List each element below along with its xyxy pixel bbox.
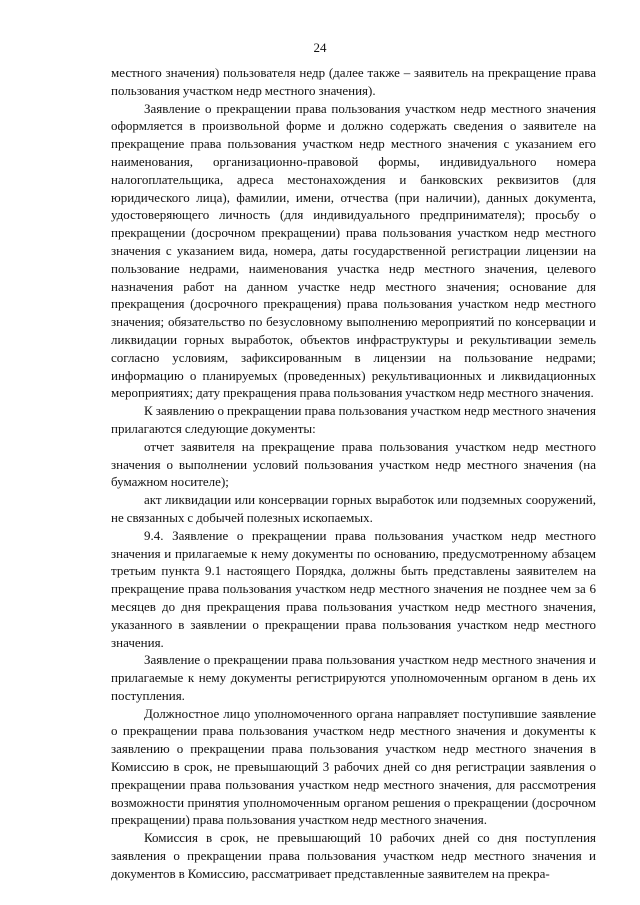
- paragraph: 9.4. Заявление о прекращении права пользования участком недр местного значения и прилагаемые к нему документы по основанию, предусмотренному абзацем третьим пункта 9.1 настоящего Порядка, должны быть представлены заявителем на прекращение права пользования участком недр местного значения не позднее чем за 6 месяцев до дня прекращения права пользования участком недр местного значения, указанного в заявлении о прекращении права пользования участком недр местного значения.: [111, 527, 596, 650]
- paragraph: Должностное лицо уполномоченного органа направляет поступившие заявление о прекращении права пользования участком недр местного значения и документы к заявлению о прекращении права пользования участком недр местного значения в Комиссию в срок, не превышающий 3 рабочих дней со дня регистрации заявления о прекращении права пользования участком недр местного значения, для рассмотрения возможности принятия уполномоченным органом решения о прекращении (досрочном прекращении) права пользования участком недр местного значения.: [111, 705, 596, 828]
- paragraph: местного значения) пользователя недр (далее также – заявитель на прекращение права пользования участком недр местного значения).: [111, 65, 596, 98]
- paragraph: Заявление о прекращении права пользования участком недр местного значения и прилагаемые к нему документы регистрируются уполномоченным органом в день их поступления.: [111, 652, 596, 703]
- page-number: 24: [313, 40, 327, 55]
- paragraph: Комиссия в срок, не превышающий 10 рабочих дней со дня поступления заявления о прекращении права пользования участком недр местного значения и документов в Комиссию, рассматривает представленные заявителем на прекра-: [111, 830, 596, 881]
- paragraph: отчет заявителя на прекращение права пользования участком недр местного значения о выполнении условий пользования участком недр местного значения (на бумажном носителе);: [111, 438, 596, 490]
- paragraph: акт ликвидации или консервации горных выработок или подземных сооружений, не связанных с добычей полезных ископаемых.: [111, 492, 596, 525]
- document-body: [111, 64, 596, 883]
- paragraph: Заявление о прекращении права пользования участком недр местного значения оформляется в произвольной форме и должно содержать сведения о заявителе на прекращение права пользования участком недр местного значения с указанием его наименования, организационно-правовой формы, индивидуального номера налогоплательщика, адреса местонахождения и банковских реквизитов (для юридического лица), фамилии, имени, отчества (при наличии), данных документа, удостоверяющего личность (для индивидуального предпринимателя); просьбу о прекращении (досрочном прекращении) права пользования участком недр местного значения с указанием вида, номера, даты государственной регистрации лицензии на пользование недрами, наименования участка недр местного значения, целевого назначения работ на данном участке недр местного значения; основание для прекращения (досрочного прекращения) права пользования участком недр местного значения; обязательство по безусловному выполнению мероприятий по консервации и ликвидации горных выработок, объектов инфраструктуры и рекультивации земель согласно условиям, зафиксированным в лицензии на пользование недрами; информацию о планируемых (проведенных) рекультивационных и ликвидационных мероприятиях; дату прекращения права пользования участком недр местного значения.: [111, 100, 596, 401]
- paragraph: К заявлению о прекращении права пользования участком недр местного значения прилагаются следующие документы:: [111, 403, 596, 436]
